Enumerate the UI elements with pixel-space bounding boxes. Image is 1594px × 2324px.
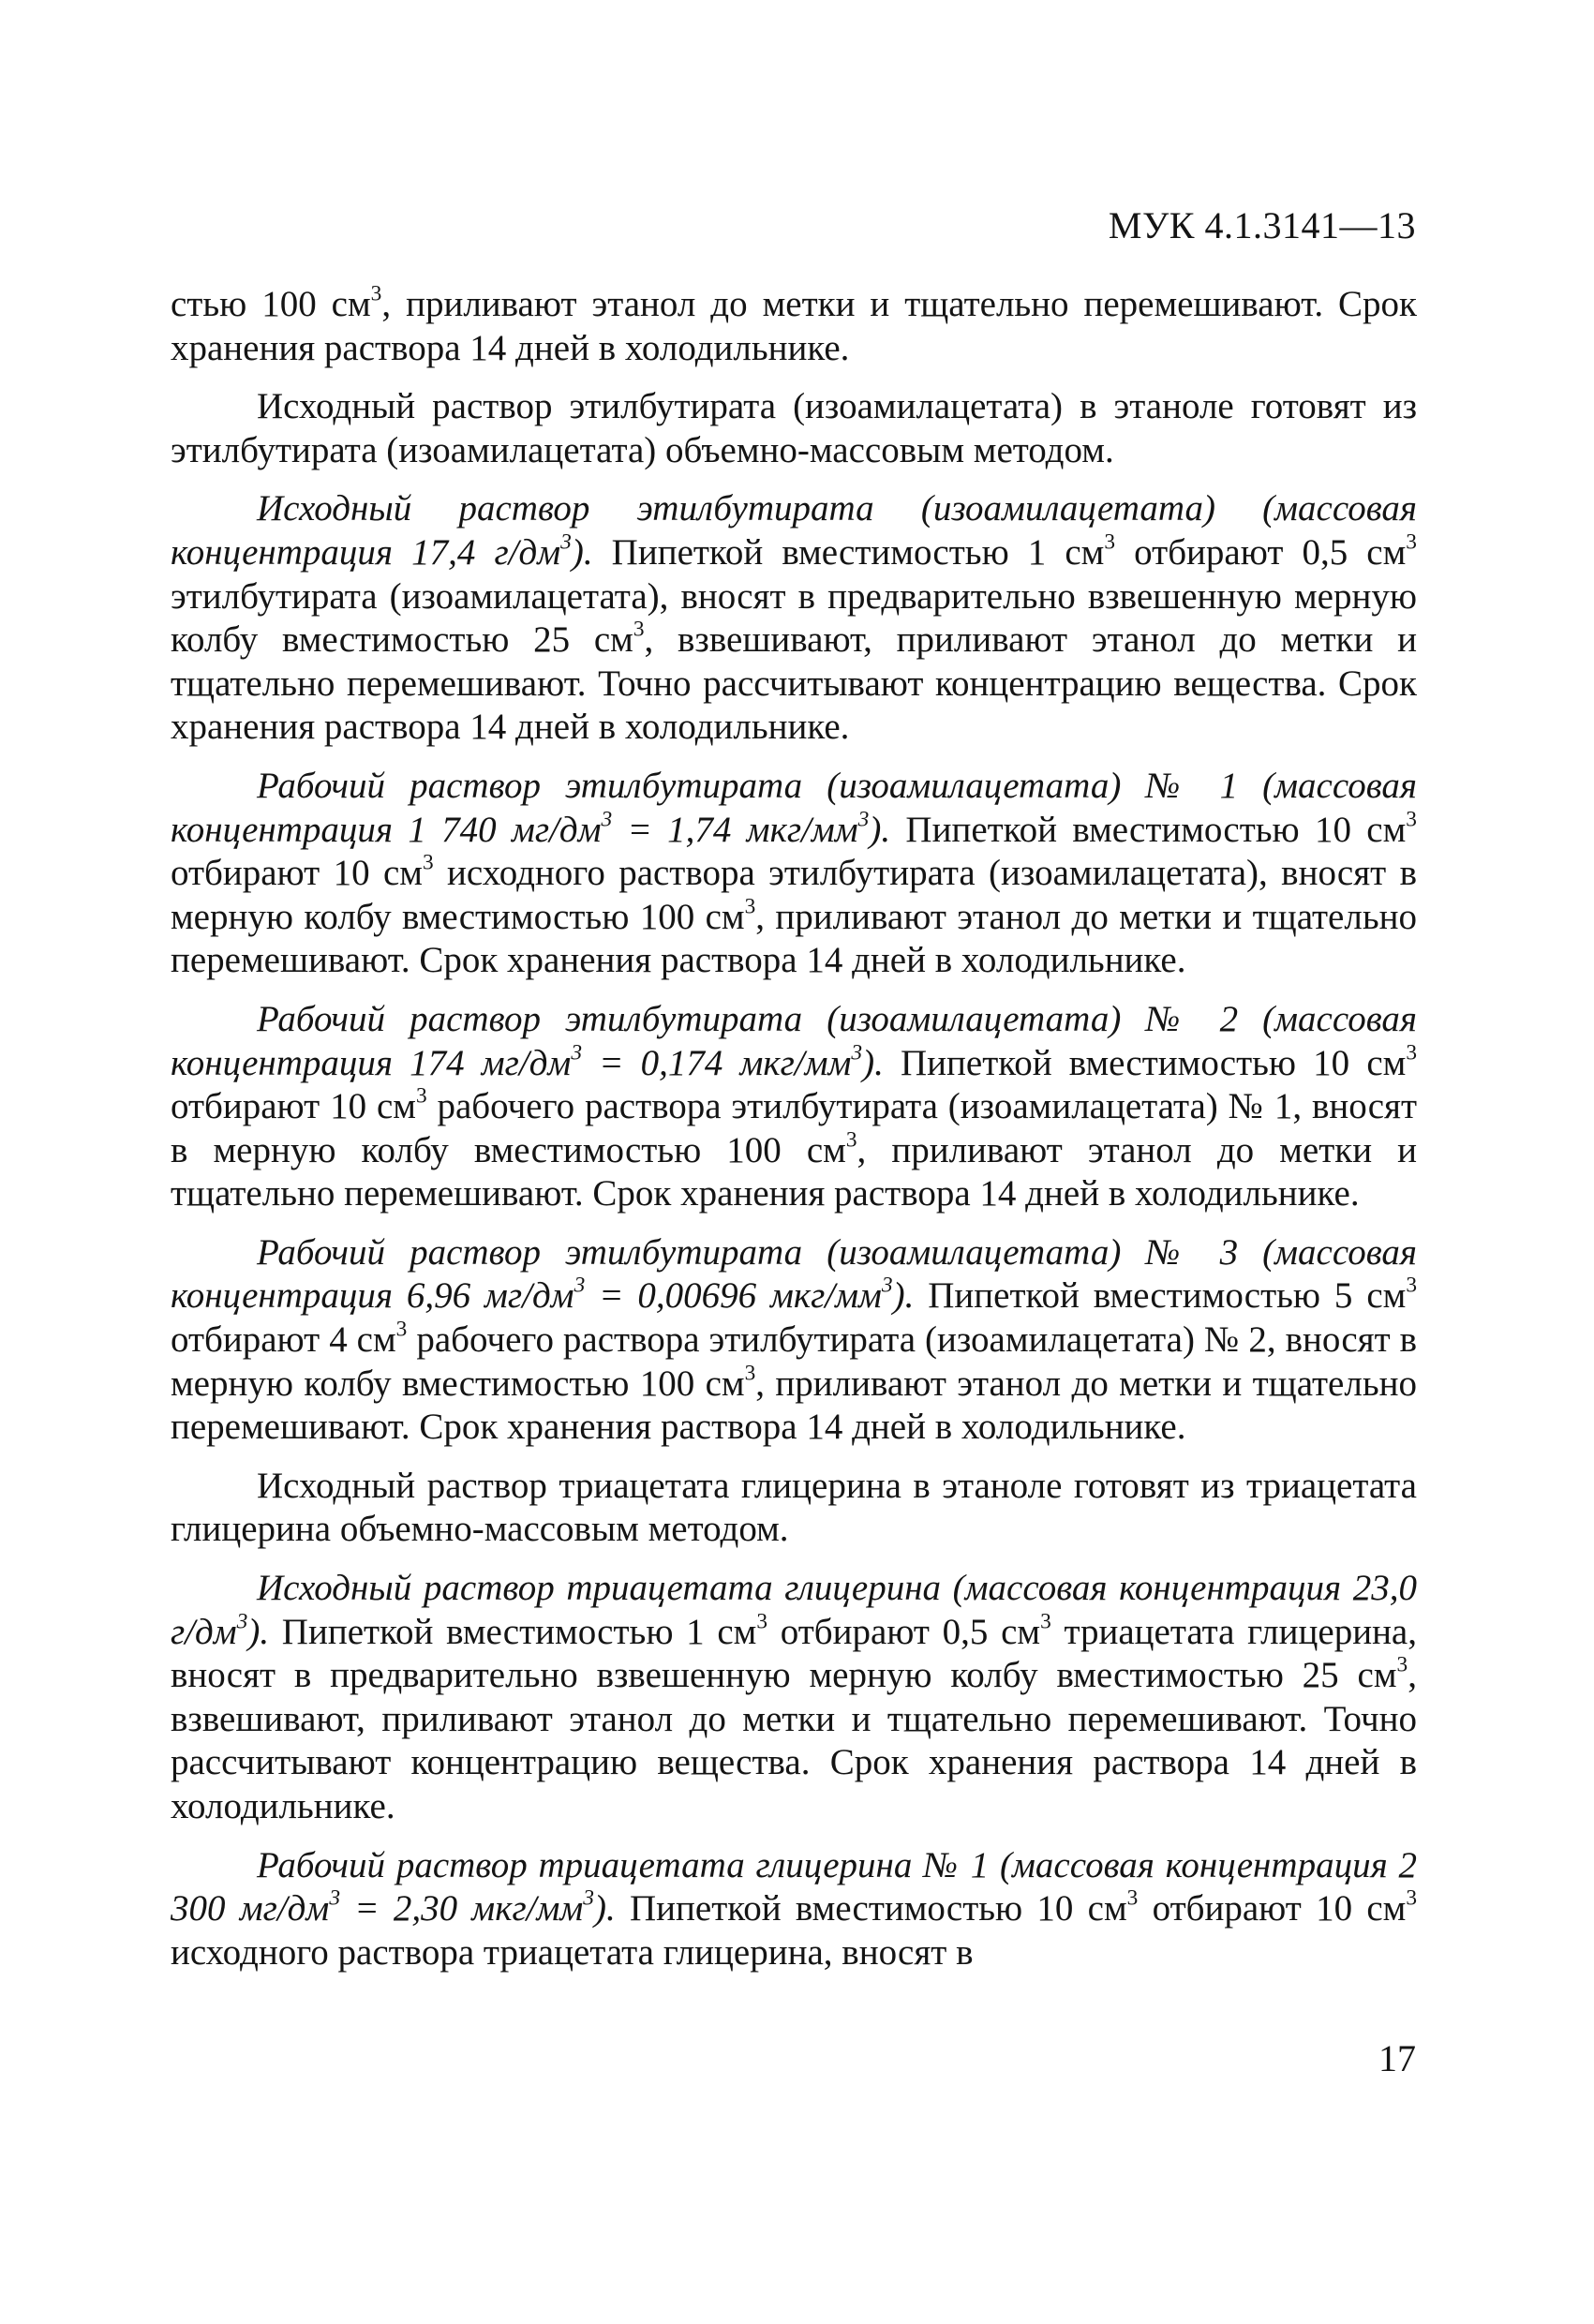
unit-cm3: см [593, 619, 633, 661]
paragraph-ethylbutyrate-stock-intro: Исходный раствор этилбутирата (изоамилацетата) в этаноле готовят из этилбутирата (изоамилацетата) объемно-массовым методом. [171, 386, 1417, 470]
text-run: отбирают 10 [171, 1086, 377, 1127]
text-run: Пипеткой вместимостью 1 [269, 1611, 718, 1652]
text-run: отбирают 0,5 [1115, 531, 1367, 573]
unit-cm3: см [717, 1611, 757, 1652]
paragraph-ethylbutyrate-working-solution-2: Рабочий раствор этилбутирата (изоамилацетата) № 2 (массовая концентрация 174 $мг/дм^3 = 0,174$ мкг/$мм^3$). Пипеткой вместимостью 10 $см^3$ отбирают 10 $см^3$ рабочего раствора этилбутирата (изоамилацетата) № 1, вносят в мерную колбу вместимостью 100 $см^3$, приливают этанол до метки и тщательно перемешивают. Срок хранения раствора 14 дней в холодильнике. [171, 998, 1418, 1214]
superscript-3: 3 [370, 281, 382, 306]
text-run: стью 100 [171, 284, 332, 324]
unit-cm3: см [376, 1086, 416, 1127]
text-run: , приливают этанол до метки и тщательно перемешивают. Срок хранения раствора 14 дней в холодильнике. [171, 896, 1417, 981]
paragraph-continuation [171, 283, 1417, 370]
text-run: исходного раствора этилбутирата (изоамилацетата), вносят в мерную колбу вместимостью 100 [171, 853, 1417, 937]
text-run: триацетата глицерина, вносят в предварительно взвешенную мерную колбу вместимостью 25 [171, 1611, 1417, 1696]
paragraph-ethylbutyrate-working-solution-1: Рабочий раствор этилбутирата (изоамилацетата) № 1 (массовая концентрация 1 740 $мг/дм^3 = 1,74$ мкг/$мм^3$). Пипеткой вместимостью 10 $см^3$ отбирают 10 $см^3$ исходного раствора этилбутирата (изоамилацетата), вносят в мерную колбу вместимостью 100 $см^3$, приливают этанол до метки и тщательно перемешивают. Срок хранения раствора 14 дней в холодильнике. [171, 765, 1417, 981]
text-run: Пипеткой вместимостью 5 [914, 1275, 1367, 1317]
text-run: отбирают 10 [171, 853, 383, 894]
paragraph-title: Рабочий раствор этилбутирата (изоамилацетата) № 2 (массовая концентрация 174 $мг/дм^3 = 0,174$ мкг/$мм^3$). [171, 998, 1417, 1083]
text-run: отбирают 0,5 [767, 1611, 1002, 1652]
unit-cm3: см [1001, 1611, 1041, 1652]
body-text [171, 283, 1417, 1974]
unit-cm3: см [382, 853, 423, 894]
unit-cm3: см [705, 1363, 745, 1404]
paragraph-title: Рабочий раствор триацетата глицерина № 1 (массовая концентрация 2 300 $мг/дм^3 = 2,30$ мкг/$мм^3$). [171, 1844, 1417, 1929]
text-run: Пипеткой вместимостью 10 [615, 1888, 1088, 1929]
unit-cm3: см [1366, 1275, 1407, 1317]
text-run: рабочего раствора этилбутирата (изоамилацетата) № 2, вносят в мерную колбу вместимостью 100 [171, 1319, 1417, 1404]
paragraph-title: Рабочий раствор этилбутирата (изоамилацетата) № 3 (массовая концентрация 6,96 $мг/дм^3 = 0,00696$ мкг/$мм^3$). [171, 1231, 1417, 1317]
unit-cm3: см [806, 1129, 846, 1170]
paragraph-title: Исходный раствор триацетата глицерина (массовая концентрация 23,0 $г/дм^3$). [171, 1568, 1417, 1652]
paragraph-title: Рабочий раствор этилбутирата (изоамилацетата) № 1 (массовая концентрация 1 740 $мг/дм^3 = 1,74$ мкг/$мм^3$). [171, 765, 1417, 850]
unit-cm3: см [1366, 1888, 1407, 1929]
text-run: Пипеткой вместимостью 10 [883, 1042, 1367, 1083]
text-run: , приливают этанол до метки и тщательно перемешивают. Срок хранения раствора 14 дней в холодильнике. [171, 1129, 1417, 1214]
text-run: , взвешивают, приливают этанол до метки и тщательно перемешивают. Точно рассчитывают концентрацию вещества. Срок хранения раствора 14 дней в холодильнике. [171, 619, 1417, 748]
unit-cm3: см [1366, 531, 1407, 573]
text-run: исходного раствора триацетата глицерина, вносят в [171, 1931, 974, 1973]
page-number: 17 [1378, 2037, 1416, 2079]
text-run: , приливают этанол до метки и тщательно перемешивают. Срок хранения раствора 14 дней в холодильнике. [171, 1363, 1417, 1448]
unit-cm3: см [1366, 809, 1407, 850]
unit-cm3: см [331, 284, 371, 324]
unit-cm3: см [1366, 1042, 1407, 1083]
unit-cm3: см [1087, 1888, 1127, 1929]
text-run: отбирают 4 [171, 1319, 357, 1361]
unit-cm3: см [356, 1319, 396, 1361]
text-run: отбирают 10 [1138, 1888, 1367, 1929]
paragraph-ethylbutyrate-stock-solution: Исходный раствор этилбутирата (изоамилацетата) (массовая концентрация 17,4 $г/дм^3$). Пипеткой вместимостью 1 $см^3$ отбирают 0,5 $см^3$ этилбутирата (изоамилацетата), вносят в предварительно взвешенную мерную колбу вместимостью 25 $см^3$, взвешивают, приливают этанол до метки и тщательно перемешивают. Точно рассчитывают концентрацию вещества. Срок хранения раствора 14 дней в холодильнике. [171, 488, 1417, 748]
text-run: Пипеткой вместимостью 1 [592, 531, 1065, 573]
text-run: рабочего раствора этилбутирата (изоамилацетата) № 1, вносят в мерную колбу вместимостью 100 [171, 1086, 1417, 1170]
paragraph-triacetin-stock-solution: Исходный раствор триацетата глицерина (массовая концентрация 23,0 $г/дм^3$). Пипеткой вместимостью 1 $см^3$ отбирают 0,5 $см^3$ триацетата глицерина, вносят в предварительно взвешенную мерную колбу вместимостью 25 $см^3$, взвешивают, приливают этанол до метки и тщательно перемешивают. Точно рассчитывают концентрацию вещества. Срок хранения раствора 14 дней в холодильнике. [171, 1568, 1417, 1826]
text-run: этилбутирата (изоамилацетата), вносят в предварительно взвешенную мерную колбу вместимостью 25 [171, 575, 1417, 661]
document-code-header: МУК 4.1.3141—13 [1108, 204, 1416, 246]
paragraph-triacetin-working-solution-1: Рабочий раствор триацетата глицерина № 1 (массовая концентрация 2 300 $мг/дм^3 = 2,30$ мкг/$мм^3$). Пипеткой вместимостью 10 $см^3$ отбирают 10 $см^3$ исходного раствора триацетата глицерина, вносят в [171, 1844, 1418, 1973]
paragraph-title: Исходный раствор этилбутирата (изоамилацетата) (массовая концентрация 17,4 $г/дм^3$). [171, 488, 1417, 573]
paragraph-triacetin-stock-intro: Исходный раствор триацетата глицерина в этаноле готовят из триацетата глицерина объемно-массовым методом. [171, 1465, 1417, 1550]
unit-cm3: см [1065, 531, 1105, 573]
unit-cm3: см [705, 896, 745, 937]
text-run: , приливают этанол до метки и тщательно перемешивают. Срок хранения раствора 14 дней в холодильнике. [171, 284, 1417, 368]
text-run: Пипеткой вместимостью 10 [890, 809, 1367, 850]
paragraph-ethylbutyrate-working-solution-3: Рабочий раствор этилбутирата (изоамилацетата) № 3 (массовая концентрация 6,96 $мг/дм^3 = 0,00696$ мкг/$мм^3$). Пипеткой вместимостью 5 $см^3$ отбирают 4 $см^3$ рабочего раствора этилбутирата (изоамилацетата) № 2, вносят в мерную колбу вместимостью 100 $см^3$, приливают этанол до метки и тщательно перемешивают. Срок хранения раствора 14 дней в холодильнике. [171, 1231, 1418, 1448]
text-run: , взвешивают, приливают этанол до метки и тщательно перемешивают. Точно рассчитывают концентрацию вещества. Срок хранения раствора 14 дней в холодильнике. [171, 1655, 1417, 1826]
unit-cm3: см [1357, 1655, 1397, 1696]
